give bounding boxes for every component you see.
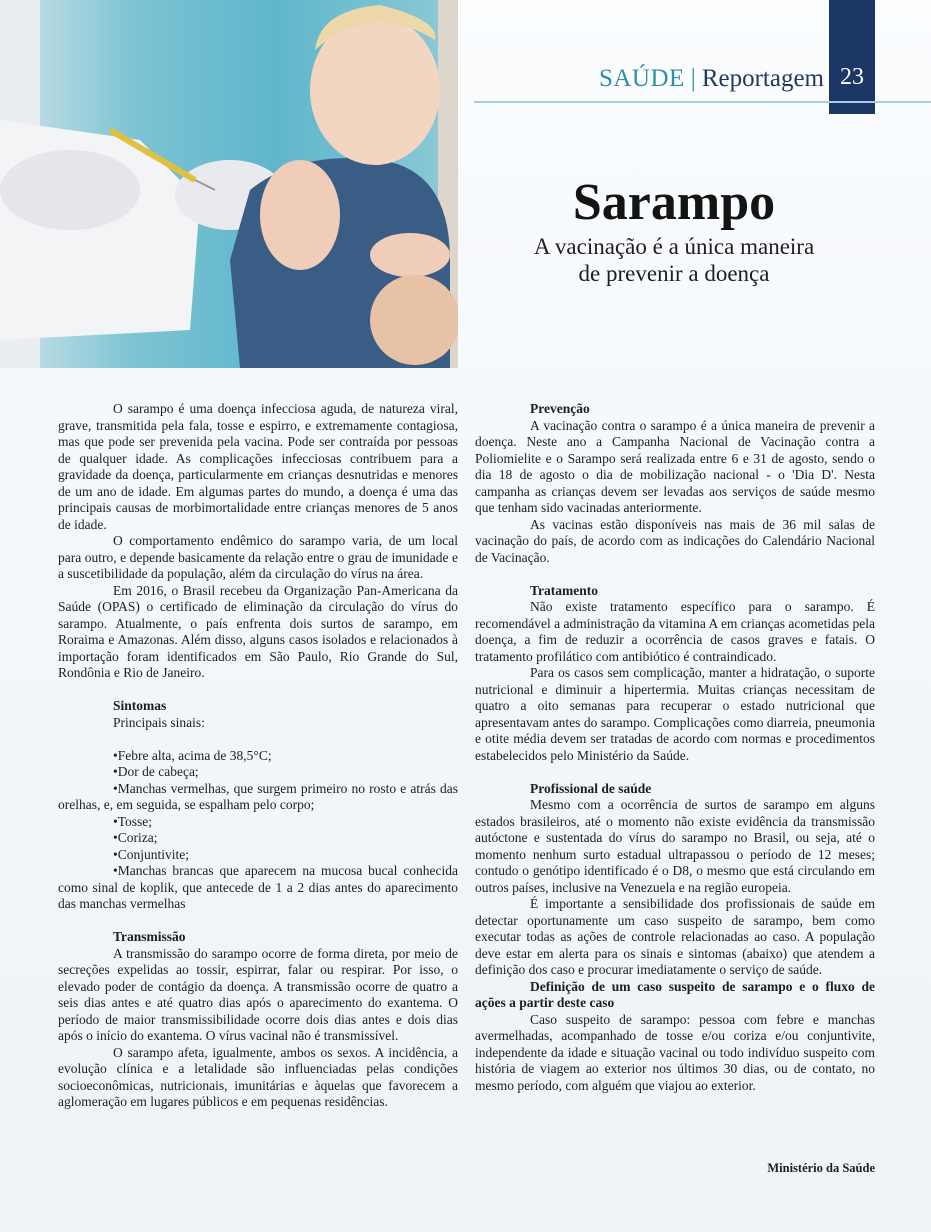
section-separator: | [690, 65, 696, 92]
prevencao-paragraph: A vacinação contra o sarampo é a única maneira de prevenir a doença. Neste ano a Campanha Nacional de Vacinação contra a Poliomielite e o Sarampo será realizada entre 6 e 31 de agosto, sendo o dia 18 de agosto o dia de mobilização nacional - o 'Dia D'. Nesta campanha as crianças devem ser levadas aos serviços de saúde mesmo que tenham sido vacinadas anteriormente. [475, 417, 875, 515]
header-rule [474, 101, 931, 103]
subtitle-line-1: A vacinação é a única maneira [533, 234, 815, 259]
right-column [475, 401, 875, 1094]
list-item: • Coriza; [58, 830, 458, 847]
section-label: SAÚDE [598, 65, 685, 92]
list-item: • Febre alta, acima de 38,5°C; [58, 748, 458, 765]
endemic-paragraph: O comportamento endêmico do sarampo varia, de um local para outro, e depende basicamente da relação entre o grau de imunidade e a suscetibilidade da população, além da circulação do vírus na área. [58, 533, 458, 581]
left-column [58, 401, 458, 1111]
list-item: • Manchas brancas que aparecem na mucosa bucal conhecida como sinal de koplik, que antecede de 1 a 2 dias antes do aparecimento das manchas vermelhas [58, 863, 458, 913]
intro-paragraph: O sarampo é uma doença infecciosa aguda, de natureza viral, grave, transmitida pela fala, tosse e espirro, e extremamente contagiosa, mas que pode ser prevenida pela vacina. Pode ser contraída por pessoas de qualquer idade. As complicações infecciosas contribuem para a gravidade da doença, particularmente em crianças desnutridas e menores de um ano de idade. Em algumas partes do mundo, a doença é uma das principais causas de morbimortalidade entre crianças menores de 5 anos de idade. [58, 401, 458, 532]
brazil-paragraph: Em 2016, o Brasil recebeu da Organização Pan-Americana da Saúde (OPAS) o certificado de eliminação da circulação do vírus do sarampo. Atualmente, o país enfrenta dois surtos de sarampo, em Roraima e Amazonas. Além disso, alguns casos isolados e relacionados à importação foram identificados em São Paulo, Rio Grande do Sul, Rondônia e Rio de Janeiro. [58, 582, 458, 680]
sintomas-intro: Principais sinais: [113, 714, 205, 730]
subtitle-line-2: de prevenir a doença [578, 261, 770, 286]
tratamento-heading: Tratamento [530, 582, 598, 598]
source-credit: Ministério da Saúde [767, 1161, 875, 1175]
profissional-heading: Profissional de saúde [530, 780, 652, 796]
list-item: • Dor de cabeça; [58, 764, 458, 781]
article-title: Sarampo [572, 174, 776, 231]
transmissao-heading: Transmissão [113, 929, 186, 944]
transmissao-paragraph: A transmissão do sarampo ocorre de forma direta, por meio de secreções expelidas ao tossir, espirrar, falar ou respirar. Por isso, o elevado poder de contágio da doença. A transmissão ocorre de quatro a seis dias antes e até quatro dias após o aparecimento do exantema. O período de maior transmissibilidade ocorre dois dias antes e dois dias após o início do exantema. O vírus vacinal não é transmissível. [58, 945, 458, 1043]
incidence-paragraph: O sarampo afeta, igualmente, ambos os sexos. A incidência, a evolução clínica e a letalidade são influenciadas pelas condições socioeconômicas, nutricionais, imunitárias e àquelas que favorecem a aglomeração em lugares públicos e em pequenas residências. [58, 1044, 458, 1109]
list-item: • Manchas vermelhas, que surgem primeiro no rosto e atrás das orelhas, e, em seguida, se espalham pelo corpo; [58, 781, 458, 814]
vaccination-illustration [0, 0, 458, 368]
sintomas-heading: Sintomas [113, 698, 167, 713]
subsection-label: Reportagem [701, 65, 824, 92]
list-item: • Tosse; [58, 814, 458, 831]
caso-suspeito-paragraph: Caso suspeito de sarampo: pessoa com febre e manchas avermelhadas, acompanhado de tosse e/ou coriza e/ou conjuntivite, independente da idade e situação vacinal ou todo indivíduo suspeito com história de viagem ao exterior nos últimos 30 dias, ou de contato, no mesmo período, com alguém que viajou ao exterior. [475, 1011, 875, 1093]
page-number-tab [829, 0, 875, 114]
surtos-paragraph: Mesmo com a ocorrência de surtos de sarampo em alguns estados brasileiros, até o momento não existe evidência da transmissão autóctone e sustentada do vírus do sarampo no Brasil, ou seja, até o momento nenhum surto estadual ultrapassou o período de 12 meses; contudo o genótipo identificado é o D8, o mesmo que está circulando em outros países, inclusive na Venezuela e na região europeia. [475, 797, 875, 895]
definicao-heading: Definição de um caso suspeito de sarampo e o fluxo de ações a partir deste caso [475, 978, 875, 1010]
prevencao-heading: Prevenção [530, 401, 590, 416]
article-subtitle [474, 233, 874, 287]
sintomas-list [58, 748, 458, 913]
article-photo [0, 0, 458, 368]
page-number: 23 [840, 64, 864, 90]
section-header [470, 62, 824, 96]
list-item: • Conjuntivite; [58, 847, 458, 864]
complications-paragraph: Para os casos sem complicação, manter a hidratação, o suporte nutricional e diminuir a hipertermia. Muitas crianças necessitam de quatro a oito semanas para recuperar o estado nutricional que apresentavam antes do sarampo. Complicações como diarreia, pneumonia e otite média devem ser tratadas de acordo com normas e procedimentos estabelecidos pelo Ministério da Saúde. [475, 665, 875, 763]
vaccines-paragraph: As vacinas estão disponíveis nas mais de 36 mil salas de vacinação do país, de acordo com as indicações do Calendário Nacional de Vacinação. [475, 516, 875, 565]
sensibilidade-paragraph: É importante a sensibilidade dos profissionais de saúde em detectar oportunamente um caso suspeito de sarampo, bem como executar todas as ações de controle relacionadas ao caso. A população deve estar em alerta para os sinais e sintomas (abaixo) que atendem a definição dos caso e procurar imediatamente o serviço de saúde. [475, 896, 875, 977]
tratamento-paragraph: Não existe tratamento específico para o sarampo. É recomendável a administração da vitamina A em crianças acometidas pela doença, a fim de reduzir a ocorrência de casos graves e fatais. O tratamento profilático com antibiótico é contraindicado. [475, 599, 875, 664]
